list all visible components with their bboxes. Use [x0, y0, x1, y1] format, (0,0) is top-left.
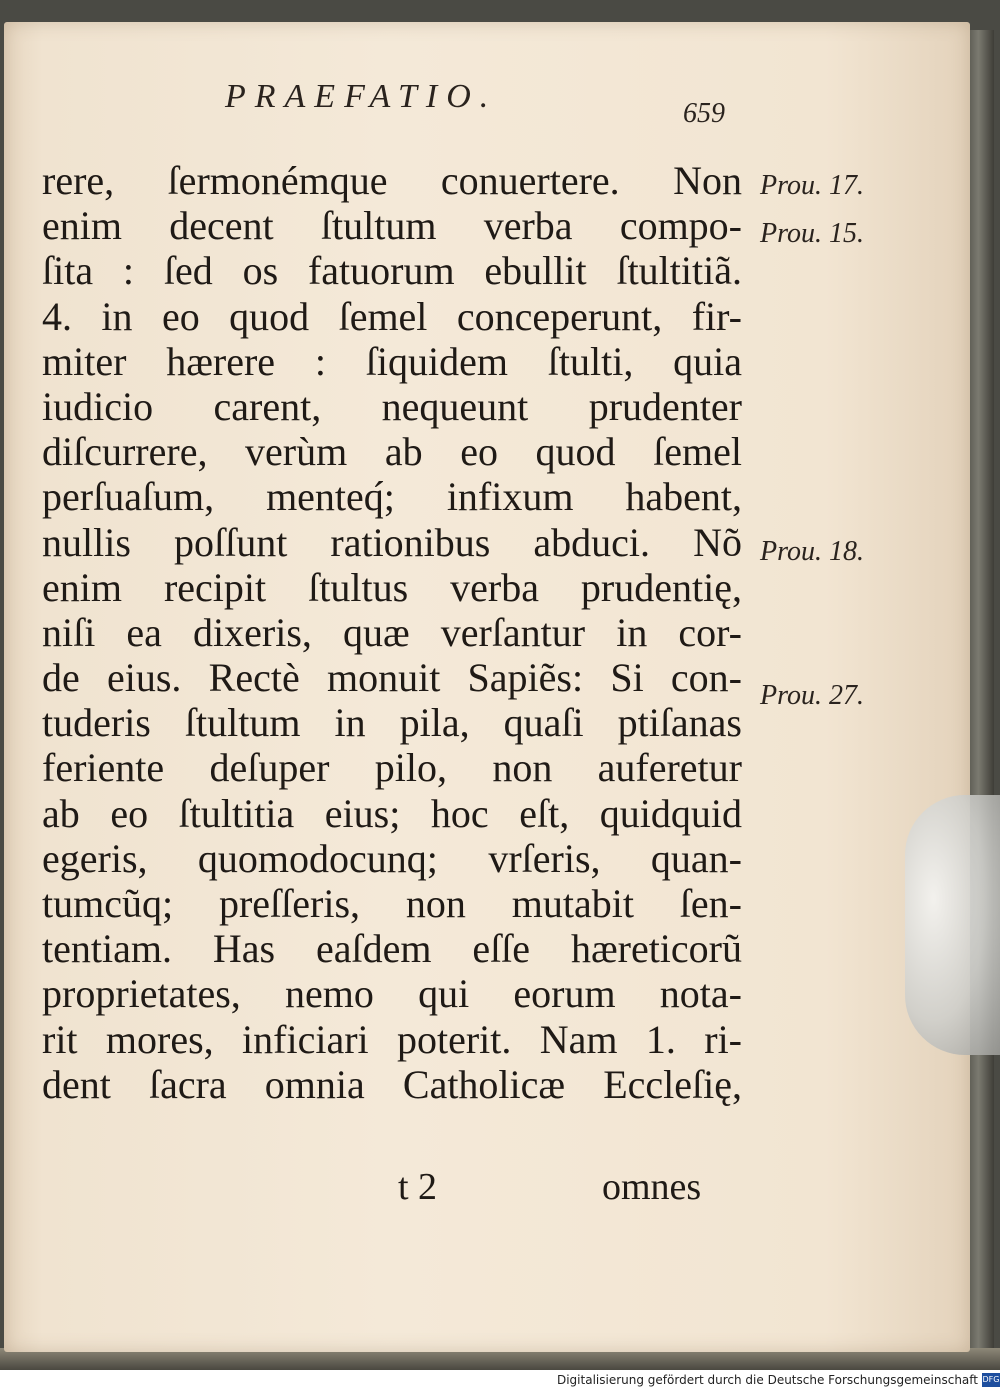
text-line: perſuaſum, menteq́; infixum habent, — [42, 474, 742, 520]
margin-note: Prou. 18. — [760, 536, 864, 567]
text-line: dent ſacra omnia Catholicæ Eccleſię, — [42, 1061, 742, 1107]
running-head: PRAEFATIO. — [225, 78, 498, 115]
text-line: rere, ſermonémque conuertere. Non — [42, 158, 742, 203]
text-line: ſita : ſed os fatuorum ebullit ſtultitiã. — [42, 248, 742, 294]
body-text — [42, 158, 742, 1107]
text-line: iudicio carent, nequeunt prudenter — [42, 383, 742, 429]
text-line: nullis poſſunt rationibus abduci. Nõ — [42, 519, 742, 565]
signature-mark: t 2 — [398, 1166, 438, 1208]
catchword: omnes — [602, 1166, 702, 1208]
text-line: 4. in eo quod ſemel conceperunt, fir- — [42, 293, 742, 339]
text-line: de eius. Rectè monuit Sapiẽs: Si con- — [42, 655, 742, 701]
text-line: enim recipit ſtultus verba prudentię, — [42, 564, 742, 610]
text-line: niſi ea dixeris, quæ verſantur in cor- — [42, 609, 742, 655]
text-line: proprietates, nemo qui eorum nota- — [42, 971, 742, 1017]
bookmark-clip — [905, 795, 1000, 1055]
digitization-credit: Digitalisierung gefördert durch die Deutsche Forschungsgemeinschaft — [556, 1373, 978, 1387]
margin-note: Prou. 15. — [760, 218, 864, 249]
text-line: tuderis ſtultum in pila, quaſi ptiſanas — [42, 700, 742, 746]
text-line: enim decent ſtultum verba compo- — [42, 203, 742, 249]
text-line: diſcurrere, verùm ab eo quod ſemel — [42, 429, 742, 475]
text-line: miter hærere : ſiquidem ſtulti, quia — [42, 338, 742, 384]
text-line: ab eo ſtultitia eius; hoc eſt, quidquid — [42, 790, 742, 836]
margin-note: Prou. 17. — [760, 170, 864, 201]
text-line: feriente deſuper pilo, non auferetur — [42, 745, 742, 791]
text-line: rit mores, inficiari poterit. Nam 1. ri- — [42, 1016, 742, 1062]
dfg-logo: DFG — [982, 1373, 1000, 1387]
text-line: tentiam. Has eaſdem eſſe hæreticorũ — [42, 926, 742, 972]
text-line: tumcũq; preſſeris, non mutabit ſen- — [42, 881, 742, 926]
page-number: 659 — [683, 98, 725, 129]
margin-note: Prou. 27. — [760, 680, 864, 711]
text-line: egeris, quomodocunq; vrſeris, quan- — [42, 835, 742, 881]
page-edge-right — [968, 30, 994, 1350]
